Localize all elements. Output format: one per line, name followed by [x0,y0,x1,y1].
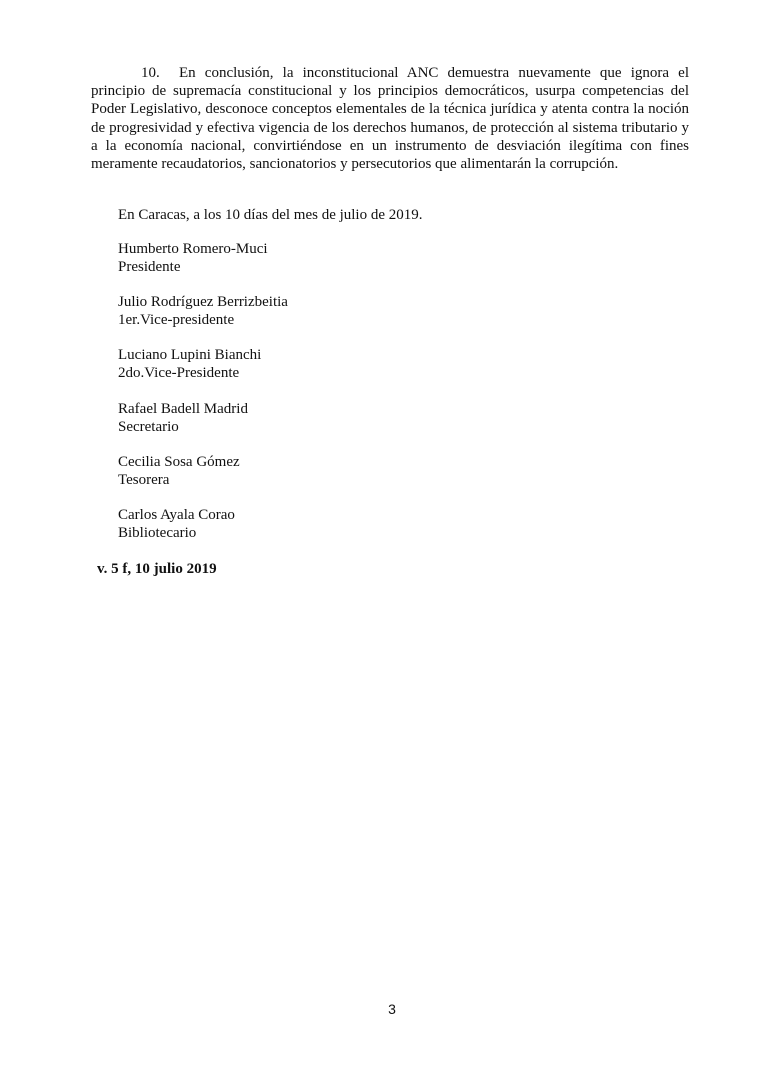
signatory-name: Rafael Badell Madrid [118,400,248,417]
signatory-name: Humberto Romero-Muci [118,241,268,257]
signatory-name: Cecilia Sosa Gómez [118,453,240,470]
signatory [118,400,288,453]
signatory-role: Secretario [118,418,179,435]
signatory-role: 2do.Vice-Presidente [118,365,240,382]
signatory-role: Bibliotecario [118,524,197,541]
signatory-name: Luciano Lupini Bianchi [118,347,262,364]
signatory-name: Carlos Ayala Corao [118,506,235,523]
conclusion-paragraph [91,64,689,173]
place-date: En Caracas, a los 10 días del mes de julio de 2019. [118,207,423,223]
version-note: v. 5 f, 10 julio 2019 [97,561,217,577]
paragraph-number: 10. [141,65,160,81]
signatory-role: Presidente [118,259,181,275]
signatory-role: 1er.Vice-presidente [118,312,235,329]
signatories-list [118,240,288,559]
page-number: 3 [388,1001,396,1017]
signatory [118,346,288,399]
signatory [118,506,288,559]
signatory [118,293,288,346]
paragraph-text: En conclusión, la inconstitucional ANC demuestra nuevamente que ignora el principio de supremacía constitucional y los principios democráticos, usurpa competencias del Poder Legislativo, desconoce conceptos elementales de la técnica jurídica y atenta contra la noción de progresividad y efectiva vigencia de los derechos humanos, de protección al sistema tributario y a la economía nacional, convirtiéndose en un instrumento de desviación ilegítima con fines meramente recaudatorios, sancionatorios y persecutorios que alimentarán la corrupción. [91,65,689,173]
signatory-name: Julio Rodríguez Berrizbeitia [118,294,288,311]
signatory [118,453,288,506]
signatory-role: Tesorera [118,471,170,488]
signatory [118,240,288,293]
